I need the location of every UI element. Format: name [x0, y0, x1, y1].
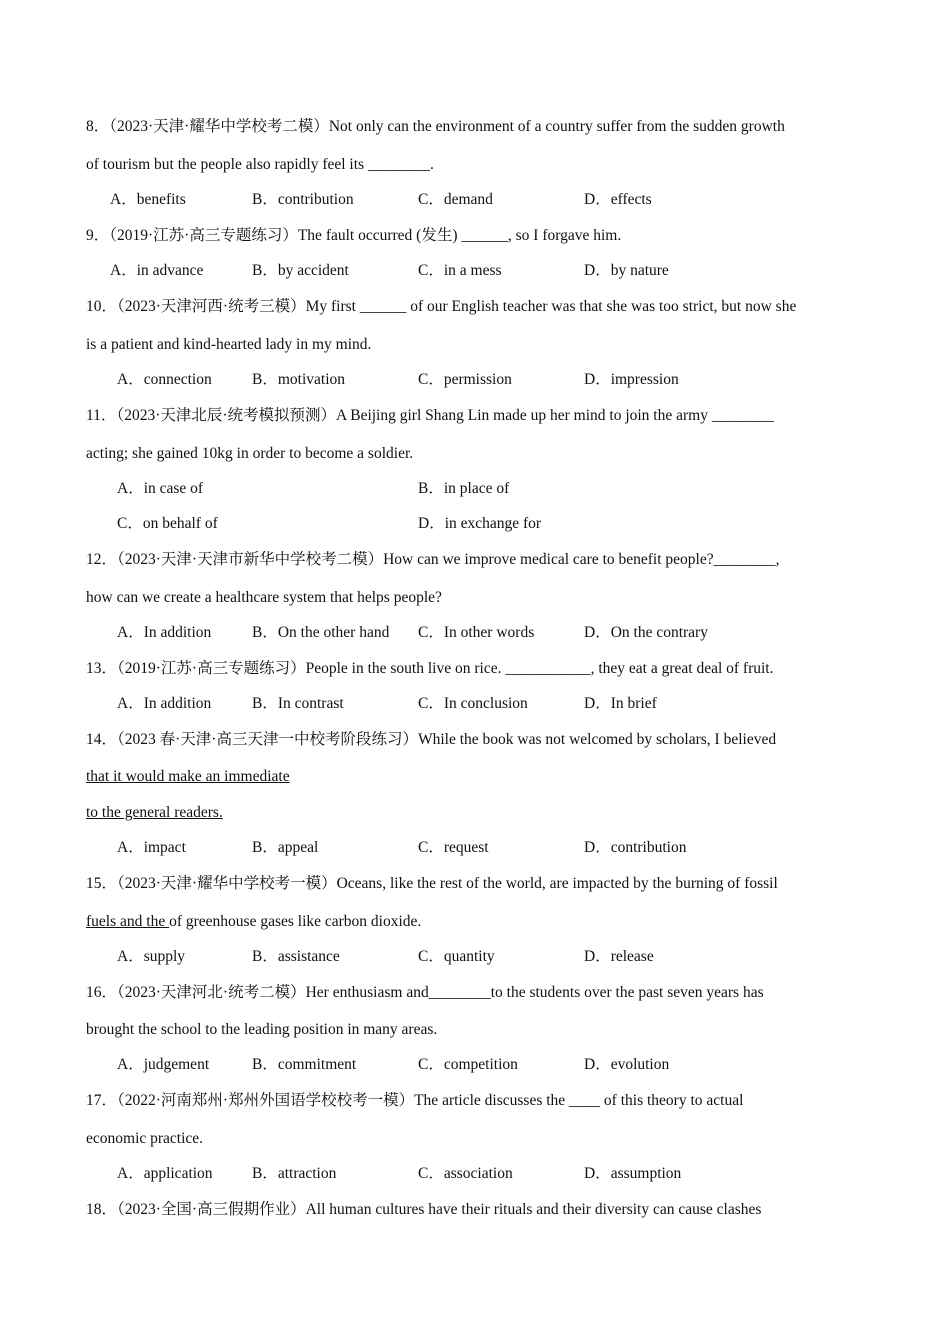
- question-source: （2019·江苏·高三专题练习）: [117, 660, 306, 677]
- question-14-option-c: C．request: [418, 839, 489, 856]
- question-17-option-c: C．association: [418, 1165, 513, 1182]
- question-10-option-c: C．permission: [418, 371, 512, 388]
- question-8-option-d: D．effects: [584, 191, 652, 208]
- question-15-stem-cont-b: of greenhouse gases like carbon dioxide.: [169, 913, 422, 930]
- question-text: All human cultures have their rituals and their diversity can cause clashes: [305, 1201, 762, 1218]
- question-17-option-d: D．assumption: [584, 1165, 682, 1182]
- question-source: （2023·天津河西·统考三模）: [117, 298, 306, 315]
- question-11-option-a: A．in case of: [117, 480, 204, 497]
- question-source: （2023·天津·天津市新华中学校考二模）: [117, 551, 384, 568]
- question-12-option-a: A．In addition: [117, 624, 212, 641]
- question-number: 15．: [86, 875, 118, 892]
- question-source: （2023·天津北辰·统考模拟预测）: [116, 407, 337, 424]
- question-16-option-d: D．evolution: [584, 1056, 670, 1073]
- question-9-stem: [86, 226, 621, 246]
- question-16-stem-cont: brought the school to the leading position in many areas.: [86, 1021, 438, 1038]
- question-18-stem: [86, 1200, 761, 1220]
- question-text: Not only can the environment of a country suffer from the sudden growth: [328, 118, 785, 135]
- question-9-option-b: B．by accident: [252, 262, 349, 279]
- question-13-option-b: B．In contrast: [252, 695, 344, 712]
- question-number: 9．: [86, 227, 110, 244]
- question-10-stem-cont: is a patient and kind-hearted lady in my mind.: [86, 336, 372, 353]
- question-8-option-a: A．benefits: [110, 191, 186, 208]
- question-source: （2019·江苏·高三专题练习）: [109, 227, 298, 244]
- question-source: （2022·河南郑州·郑州外国语学校校考一模）: [117, 1092, 415, 1109]
- question-text: How can we improve medical care to benefit people?________,: [383, 551, 780, 568]
- question-11-stem: [86, 406, 774, 426]
- question-15-option-c: C．quantity: [418, 948, 495, 965]
- question-13-option-d: D．In brief: [584, 695, 657, 712]
- question-11-option-c: C．on behalf of: [117, 515, 218, 532]
- question-text: The article discusses the ____ of this theory to actual: [414, 1092, 744, 1109]
- question-11-stem-cont: acting; she gained 10kg in order to become a soldier.: [86, 445, 414, 462]
- question-15-stem-cont-a: fuels and the: [86, 913, 170, 930]
- question-number: 13．: [86, 660, 118, 677]
- question-15-option-b: B．assistance: [252, 948, 340, 965]
- question-13-option-c: C．In conclusion: [418, 695, 528, 712]
- question-12-stem-cont: how can we create a healthcare system that helps people?: [86, 589, 442, 606]
- question-8-stem-cont: of tourism but the people also rapidly feel its ________.: [86, 156, 434, 173]
- question-13-stem: [86, 659, 773, 679]
- question-14-stem-cont-2: [86, 803, 223, 823]
- question-8-stem: [86, 117, 785, 137]
- question-source: （2023·全国·高三假期作业）: [117, 1201, 306, 1218]
- question-number: 17．: [86, 1092, 118, 1109]
- question-number: 14．: [86, 731, 118, 748]
- question-text: A Beijing girl Shang Lin made up her mind to join the army ________: [336, 407, 774, 424]
- question-number: 12．: [86, 551, 118, 568]
- question-9-option-d: D．by nature: [584, 262, 669, 279]
- question-15-option-a: A．supply: [117, 948, 186, 965]
- question-text: While the book was not welcomed by scholars, I believed: [417, 731, 777, 748]
- question-9-option-a: A．in advance: [110, 262, 204, 279]
- question-10-option-a: A．connection: [117, 371, 212, 388]
- question-14-stem: [86, 730, 776, 750]
- question-14-option-a: A．impact: [117, 839, 186, 856]
- question-17-option-a: A．application: [117, 1165, 213, 1182]
- question-source: （2023·天津·耀华中学校考二模）: [109, 118, 329, 135]
- question-number: 10．: [86, 298, 118, 315]
- question-14-option-b: B．appeal: [252, 839, 319, 856]
- question-16-option-b: B．commitment: [252, 1056, 357, 1073]
- question-8-option-b: B．contribution: [252, 191, 354, 208]
- question-source: （2023·天津河北·统考二模）: [117, 984, 306, 1001]
- question-text: The fault occurred (发生) ______, so I forgave him.: [297, 227, 622, 244]
- question-16-stem: [86, 983, 764, 1003]
- question-17-stem: [86, 1091, 743, 1111]
- question-13-option-a: A．In addition: [117, 695, 212, 712]
- question-12-option-d: D．On the contrary: [584, 624, 708, 641]
- question-17-stem-cont: economic practice.: [86, 1130, 204, 1147]
- question-16-option-c: C．competition: [418, 1056, 518, 1073]
- question-text: My first ______ of our English teacher was that she was too strict, but now she: [305, 298, 797, 315]
- question-8-option-c: C．demand: [418, 191, 493, 208]
- question-source: （2023·天津·耀华中学校考一模）: [117, 875, 337, 892]
- question-15-stem-cont: [86, 912, 421, 932]
- question-15-option-d: D．release: [584, 948, 654, 965]
- question-number: 18．: [86, 1201, 118, 1218]
- question-number: 11．: [86, 407, 117, 424]
- question-10-option-b: B．motivation: [252, 371, 346, 388]
- question-12-option-c: C．In other words: [418, 624, 535, 641]
- question-10-stem: [86, 297, 796, 317]
- question-14-option-d: D．contribution: [584, 839, 687, 856]
- question-text: Her enthusiasm and________to the students over the past seven years has: [305, 984, 764, 1001]
- question-16-option-a: A．judgement: [117, 1056, 210, 1073]
- question-text: People in the south live on rice. ___________, they eat a great deal of fruit.: [305, 660, 774, 677]
- question-12-option-b: B．On the other hand: [252, 624, 390, 641]
- question-11-option-d: D．in exchange for: [418, 515, 542, 532]
- question-text: Oceans, like the rest of the world, are impacted by the burning of fossil: [336, 875, 778, 892]
- question-12-stem: [86, 550, 780, 570]
- question-14-stem-cont: that it would make an immediate: [86, 768, 290, 785]
- question-15-stem: [86, 874, 778, 894]
- question-source: （2023 春·天津·高三天津一中校考阶段练习）: [117, 731, 418, 748]
- question-9-option-c: C．in a mess: [418, 262, 502, 279]
- question-11-option-b: B．in place of: [418, 480, 510, 497]
- question-14-stem-cont-2-text: to the general readers.: [86, 804, 223, 821]
- question-number: 8．: [86, 118, 110, 135]
- question-10-option-d: D．impression: [584, 371, 679, 388]
- question-number: 16．: [86, 984, 118, 1001]
- question-17-option-b: B．attraction: [252, 1165, 337, 1182]
